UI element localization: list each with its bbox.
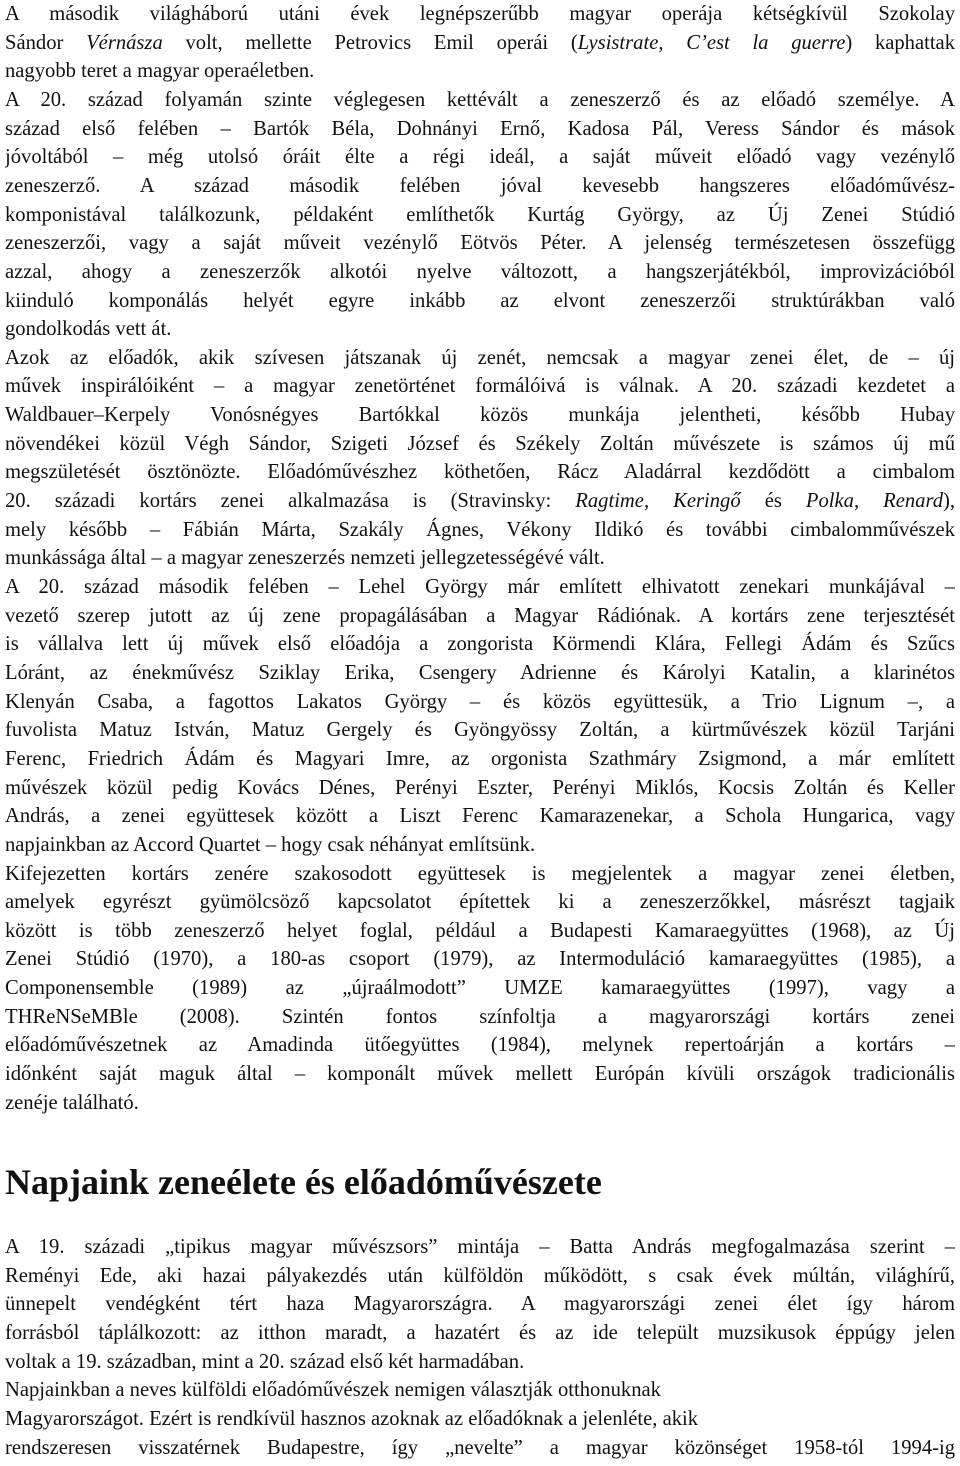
italic-title: Keringő	[673, 490, 741, 513]
text-line	[5, 945, 955, 974]
text-line	[5, 602, 955, 631]
text-line	[5, 659, 955, 688]
text-segment: ,	[643, 490, 674, 513]
text-segment: 20. századi kortárs zenei alkalmazása is (Stravinsky:	[5, 490, 576, 513]
text-line	[5, 860, 955, 889]
text-line	[5, 1405, 955, 1434]
text-segment: mely később – Fábián Márta, Szakály Ágnes, Vékony Ildikó és további cimbalomművészek	[5, 518, 955, 541]
text-line	[5, 716, 955, 745]
text-line	[5, 201, 955, 230]
text-segment: zeneszerzői, vagy a saját műveit vezénylő Eötvös Péter. A jelenség természetesen összefügg	[5, 232, 955, 255]
text-segment: napjainkban az Accord Quartet – hogy csak néhányat említsünk.	[5, 833, 536, 856]
text-segment: THReNSeMBle (2008). Szintén fontos színfoltja a magyarországi kortárs zenei	[5, 1005, 955, 1028]
text-line	[5, 774, 955, 803]
text-segment: A második világháború utáni évek legnépszerűbb magyar operája kétségkívül Szokolay	[5, 3, 955, 25]
text-line	[5, 115, 955, 144]
text-line	[5, 143, 955, 172]
text-line	[5, 888, 955, 917]
italic-title: C’est la guerre	[686, 31, 846, 54]
text-line	[5, 487, 955, 516]
text-segment: A 20. század folyamán szinte véglegesen kettévált a zeneszerző és az előadó személye. A	[5, 88, 955, 111]
italic-title: Vérnásza	[86, 31, 163, 54]
text-line	[5, 745, 955, 774]
text-segment: művek inspirálóiként – a magyar zenetörténet formálóivá is válnak. A 20. századi kezdetet a	[5, 375, 955, 398]
text-segment: időnként saját maguk által – komponált művek mellett Európán kívüli országok tradicionális	[5, 1063, 955, 1086]
text-line	[5, 372, 955, 401]
text-segment: munkássága által – a magyar zeneszerzés nemzeti jellegzetességévé vált.	[5, 547, 605, 570]
text-segment: A 19. századi „tipikus magyar művészsors” mintája – Batta András megfogalmazása szerint –	[5, 1236, 955, 1258]
text-segment: ) kaphattak	[845, 31, 955, 54]
text-line	[5, 1003, 955, 1032]
text-segment: komponistával találkozunk, példaként említhetők Kurtág György, az Új Zenei Stúdió	[5, 203, 955, 226]
text-segment: zeneszerző. A század második felében jóval kevesebb hangszeres előadóművész-	[5, 174, 955, 197]
text-line	[5, 57, 955, 86]
text-line	[5, 974, 955, 1003]
text-line	[5, 1031, 955, 1060]
italic-title: Renard	[883, 490, 944, 513]
text-segment: század első felében – Bartók Béla, Dohnányi Ernő, Kadosa Pál, Veress Sándor és mások	[5, 117, 955, 140]
italic-title: Ragtime	[575, 490, 644, 513]
text-segment: A 20. század második felében – Lehel György már említett elhivatott zenekari munkájával –	[5, 576, 955, 598]
text-segment: Lóránt, az énekművész Sziklay Erika, Csengery Adrienne és Károlyi Katalin, a klarinétos	[5, 661, 955, 684]
text-line	[5, 287, 955, 316]
text-line	[5, 1319, 955, 1348]
section-heading: Napjaink zeneélete és előadóművészete	[5, 1162, 602, 1202]
text-segment: ünnepelt vendégként tért haza Magyarországra. A magyarországi zenei élet így három	[5, 1293, 955, 1316]
text-segment: zenéje található.	[5, 1091, 139, 1114]
text-segment: forrásból táplálkozott: az itthon maradt, a hazatért és az ide települt muzsikusok éppúgy jelen	[5, 1321, 955, 1344]
text-segment: Azok az előadók, akik szívesen játszanak új zenét, nemcsak a magyar zenei élet, de – új	[5, 346, 955, 369]
text-segment: Zenei Stúdió (1970), a 180-as csoport (1979), az Intermoduláció kamaraegyüttes (1985), a	[5, 948, 955, 971]
text-line	[5, 802, 955, 831]
text-line	[5, 1434, 955, 1463]
text-segment: fuvolista Matuz István, Matuz Gergely és Gyöngyössy Zoltán, a kürtművészek közül Tarjáni	[5, 719, 955, 742]
text-line	[5, 1233, 955, 1262]
text-line	[5, 229, 955, 258]
text-segment: rendszeresen visszatérnek Budapestre, így „nevelte” a magyar közönséget 1958-tól 1994-ig	[5, 1436, 955, 1459]
text-line	[5, 1060, 955, 1089]
text-segment: előadóművészetnek az Amadinda ütőegyüttes (1984), melynek repertoárján a kortárs –	[5, 1034, 955, 1057]
italic-title: Lysistrate	[577, 31, 659, 54]
text-line	[5, 917, 955, 946]
text-segment: ,	[658, 31, 687, 54]
text-segment: azzal, ahogy a zeneszerzők alkotói nyelve változott, a hangszerjátékból, improvizációból	[5, 260, 955, 283]
text-line	[5, 0, 955, 29]
text-segment: Ferenc, Friedrich Ádám és Magyari Imre, az orgonista Szathmáry Zsigmond, a már említett	[5, 747, 955, 770]
text-line	[5, 172, 955, 201]
text-segment: amelyek egyrészt gyümölcsöző kapcsolatot építettek ki a zeneszerzőkkel, másrészt tagjaik	[5, 891, 955, 914]
text-line	[5, 630, 955, 659]
text-line	[5, 430, 955, 459]
text-segment: Waldbauer–Kerpely Vonósnégyes Bartókkal közös munkája jelentheti, később Hubay	[5, 404, 955, 427]
text-segment: és	[740, 490, 806, 513]
text-line	[5, 344, 955, 373]
text-segment: ,	[853, 490, 884, 513]
text-line	[5, 29, 955, 58]
text-segment: Magyarországot. Ezért is rendkívül hasznos azoknak az előadóknak a jelenléte, akik	[5, 1407, 699, 1430]
text-line	[5, 688, 955, 717]
text-line	[5, 401, 955, 430]
text-segment: is vállalva lett új művek első előadója a zongorista Körmendi Klára, Fellegi Ádám és Szűcs	[5, 633, 955, 656]
text-line	[5, 516, 955, 545]
text-segment: Klenyán Csaba, a fagottos Lakatos György – és közös együttesük, a Trio Lignum –, a	[5, 690, 955, 713]
text-segment: művészek közül pedig Kovács Dénes, Perényi Eszter, Perényi Miklós, Kocsis Zoltán és Keller	[5, 776, 955, 799]
text-line	[5, 1290, 955, 1319]
text-segment: kiinduló komponálás helyét egyre inkább az elvont zeneszerzői struktúrákban való	[5, 289, 955, 312]
text-segment: Sándor	[5, 31, 87, 54]
text-line	[5, 315, 955, 344]
text-line	[5, 831, 955, 860]
text-segment: gondolkodás vett át.	[5, 318, 172, 341]
text-segment: között is több zeneszerző helyet foglal, például a Budapesti Kamaraegyüttes (1968), az Új	[5, 919, 955, 942]
italic-title: Polka	[805, 490, 854, 513]
text-segment: jóvoltából – még utolsó óráit élte a régi ideál, a saját műveit előadó vagy vezénylő	[5, 146, 955, 169]
text-segment: vezető szerep jutott az új zene propagálásában a Magyar Rádiónak. A kortárs zene terjesztését	[5, 604, 955, 627]
text-segment: Reményi Ede, aki hazai pályakezdés után külföldön működött, s csak évek múltán, világhírű,	[5, 1264, 955, 1287]
text-line	[5, 258, 955, 287]
text-line	[5, 1089, 955, 1118]
text-line	[5, 544, 955, 573]
text-segment: Componensemble (1989) az „újraálmodott” UMZE kamaraegyüttes (1997), vagy a	[5, 977, 955, 1000]
text-segment: András, a zenei együttesek között a Liszt Ferenc Kamarazenekar, a Schola Hungarica, vagy	[5, 805, 955, 828]
text-segment: megszületését ösztönözte. Előadóművészhez köthetően, Rácz Aladárral kezdődött a cimbalom	[5, 461, 955, 484]
text-segment: Napjainkban a neves külföldi előadóművészek nemigen választják otthonuknak	[5, 1379, 661, 1402]
text-line	[5, 1348, 955, 1377]
text-line	[5, 86, 955, 115]
text-segment: Kifejezetten kortárs zenére szakosodott együttesek is megjelentek a magyar zenei életben,	[5, 862, 955, 885]
text-line	[5, 1376, 955, 1405]
text-line	[5, 458, 955, 487]
text-segment: ),	[943, 490, 955, 513]
text-segment: nagyobb teret a magyar operaéletben.	[5, 60, 315, 83]
text-segment: volt, mellette Petrovics Emil operái (	[162, 31, 578, 54]
text-line	[5, 573, 955, 602]
text-segment: növendékei közül Végh Sándor, Szigeti József és Székely Zoltán művészete is számos új mű	[5, 432, 955, 455]
text-segment: voltak a 19. században, mint a 20. század első két harmadában.	[5, 1350, 525, 1373]
text-line	[5, 1262, 955, 1291]
